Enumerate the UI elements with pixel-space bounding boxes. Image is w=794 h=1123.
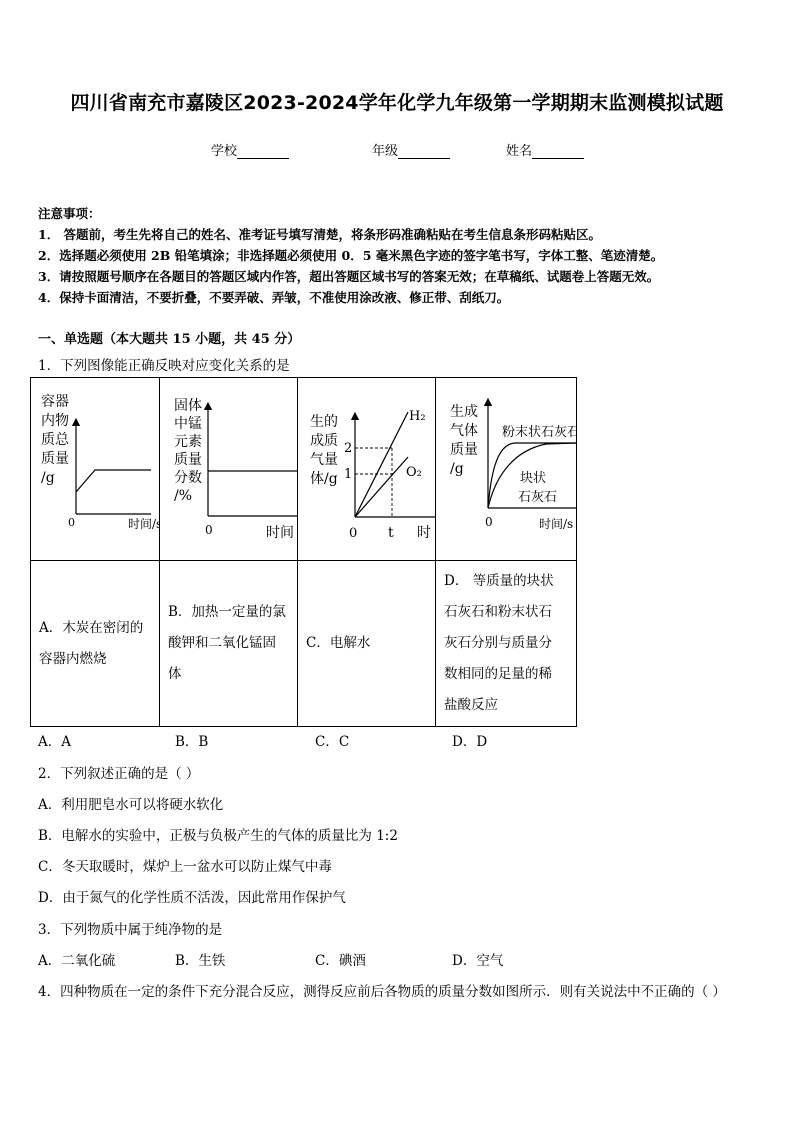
graph-b [160, 378, 297, 556]
page-title: 四川省南充市嘉陵区2023-2024学年化学九年级第一学期期末监测模拟试题 [70, 92, 724, 114]
caption-line: 容器内燃烧 [39, 650, 107, 667]
tick-label: 2 [344, 441, 353, 456]
tick-label: t [388, 525, 394, 541]
graph-b-cell [160, 378, 298, 561]
o2-line [355, 457, 408, 517]
caption-line: D． 等质量的块状 [444, 573, 554, 589]
x-axis-label: 时 [417, 525, 431, 541]
caption-line: 灰石分别与质量分 [444, 635, 552, 651]
axis-label: 内物 [41, 413, 69, 429]
q1-option-b[interactable]: B．B [175, 734, 209, 750]
caption-c [298, 628, 435, 659]
curve-label: 石灰石 [518, 490, 558, 505]
origin-label: 0 [485, 515, 493, 529]
q3-option-b[interactable]: B．生铁 [175, 953, 226, 969]
x-axis-label: 时间 [266, 525, 294, 541]
graph-c [298, 378, 435, 556]
axis-label: 元素 [174, 434, 202, 450]
q2-option-d[interactable]: D．由于氮气的化学性质不活泼，因此常用作保护气 [38, 890, 346, 906]
origin-label: 0 [349, 526, 358, 541]
axis-label: 固体 [174, 398, 202, 414]
grade-blank [398, 144, 450, 159]
grade-field [372, 140, 450, 159]
q3-option-a[interactable]: A．二氧化硫 [38, 953, 116, 969]
q4-stem: 4．四种物质在一定的条件下充分混合反应，测得反应前后各物质的质量分数如图所示．则有关说法中不正确的（ ） [38, 984, 726, 1000]
q2-option-b[interactable]: B．电解水的实验中，正极与负极产生的气体的质量比为 1:2 [38, 828, 398, 844]
caption-d [436, 566, 576, 721]
caption-a [31, 613, 159, 675]
axis-label: 中锰 [174, 416, 202, 432]
name-blank [532, 144, 584, 159]
graph-a-cell [31, 378, 160, 561]
q2-option-a[interactable]: A．利用肥皂水可以将硬水软化 [38, 797, 224, 813]
axis-label: /g [41, 470, 55, 486]
caption-a-cell [31, 561, 160, 727]
school-label: 学校 [211, 144, 238, 159]
caption-line: 石灰石和粉末状石 [444, 604, 552, 620]
caption-line: C．电解水 [306, 635, 371, 651]
name-label: 姓名 [506, 144, 533, 159]
notice-heading: 注意事项： [38, 206, 101, 221]
name-field [506, 140, 584, 159]
axis-label: 成质 [310, 433, 338, 449]
caption-b [160, 597, 297, 690]
school-field [211, 140, 289, 159]
notice-item: 3．请按照题号顺序在各题目的答题区域内作答，超出答题区域书写的答案无效；在草稿纸、试题卷上答题无效。 [38, 269, 660, 284]
x-axis-label: 时间/s [128, 517, 159, 531]
h2-line [355, 412, 408, 517]
curve-label: 粉末状石灰石 [502, 425, 576, 440]
origin-label: 0 [205, 523, 213, 537]
caption-line: 数相同的足量的稀 [444, 666, 552, 682]
notice-item: 4．保持卡面清洁，不要折叠，不要弄破、弄皱，不准使用涂改液、修正带、刮纸刀。 [38, 290, 510, 305]
axis-label: 气量 [310, 452, 338, 468]
axis-label: 质总 [41, 432, 69, 448]
q1-option-a[interactable]: A．A [38, 734, 71, 750]
q1-option-d[interactable]: D．D [452, 734, 488, 750]
origin-label: 0 [68, 516, 75, 529]
axis-label: 生的 [310, 414, 338, 430]
caption-c-cell [298, 561, 436, 727]
axis-label: /% [174, 488, 193, 504]
caption-line: A．木炭在密闭的 [39, 619, 144, 636]
h2-label: H₂ [409, 409, 426, 424]
section-heading: 一、单选题（本大题共 15 小题，共 45 分） [38, 332, 301, 347]
caption-line: B．加热一定量的氯 [168, 604, 286, 620]
x-axis-label: 时间/s [539, 517, 574, 531]
axis-label: 分数 [174, 470, 202, 486]
tick-label: 1 [344, 467, 353, 482]
graph-d [436, 378, 576, 556]
axis-label: 质量 [450, 442, 478, 458]
o2-label: O₂ [406, 465, 422, 480]
q1-stem: 1．下列图像能正确反映对应变化关系的是 [38, 358, 290, 374]
caption-b-cell [160, 561, 298, 727]
caption-line: 酸钾和二氧化锰固 [168, 635, 276, 651]
axis-label: 生成 [450, 404, 478, 420]
curve-label: 块状 [520, 471, 547, 486]
axis-label: /g [450, 461, 464, 477]
q2-option-c[interactable]: C．冬天取暖时，煤炉上一盆水可以防止煤气中毒 [38, 859, 332, 875]
graph-d-cell [436, 378, 577, 561]
notice-item: 2．选择题必须使用 2B 铅笔填涂；非选择题必须使用 0．5 毫米黑色字迹的签字笔书写，字体工整、笔迹清楚。 [38, 248, 664, 263]
axis-label: 容器 [41, 394, 69, 410]
caption-line: 盐酸反应 [444, 697, 498, 713]
graph-a [31, 378, 159, 556]
caption-d-cell [436, 561, 577, 727]
grade-label: 年级 [372, 144, 399, 159]
q2-stem: 2．下列叙述正确的是（ ） [38, 766, 200, 782]
school-blank [237, 144, 289, 159]
graph-c-cell [298, 378, 436, 561]
axis-label: 体/g [310, 471, 338, 487]
axis-label: 质量 [174, 452, 202, 468]
axis-label: 气体 [450, 423, 478, 439]
notice-item: 1． 答题前，考生先将自己的姓名、准考证号填写清楚，将条形码准确粘贴在考生信息条形码粘贴区。 [38, 227, 602, 242]
graph-line [76, 470, 151, 492]
q3-option-d[interactable]: D．空气 [452, 953, 504, 969]
q3-option-c[interactable]: C．碘酒 [315, 953, 366, 969]
q3-stem: 3．下列物质中属于纯净物的是 [38, 922, 223, 938]
q1-table [30, 377, 577, 727]
q1-option-c[interactable]: C．C [315, 734, 350, 750]
axis-label: 质量 [41, 451, 69, 467]
caption-line: 体 [168, 666, 182, 682]
